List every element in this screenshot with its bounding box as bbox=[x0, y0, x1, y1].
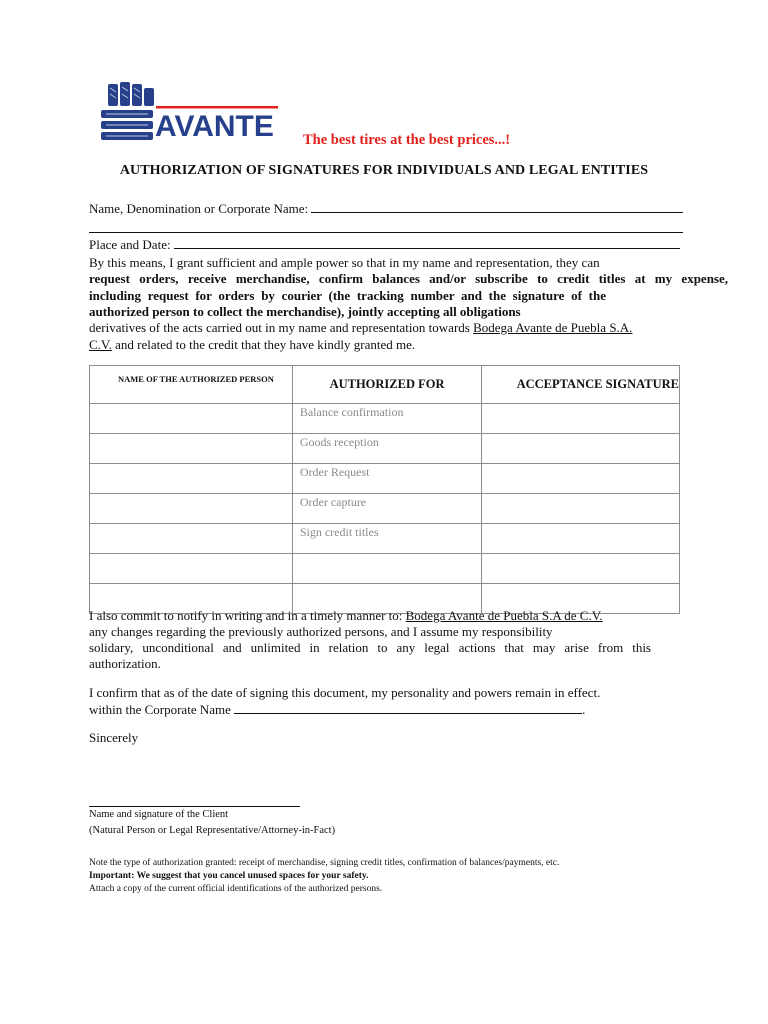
authorized-for-cell[interactable] bbox=[292, 524, 481, 554]
place-date-label: Place and Date: bbox=[89, 237, 171, 252]
signature-line[interactable] bbox=[89, 806, 300, 807]
authorized-for-text: Goods reception bbox=[299, 435, 379, 449]
authorized-person-cell[interactable] bbox=[90, 404, 293, 434]
authorized-for-text: Sign credit titles bbox=[299, 525, 379, 539]
authorized-for-cell[interactable] bbox=[292, 494, 481, 524]
table-row bbox=[90, 434, 680, 464]
col-header-authorized-person: NAME OF THE AUTHORIZED PERSON bbox=[90, 366, 293, 404]
name-field-label: Name, Denomination or Corporate Name: bbox=[89, 201, 309, 216]
grant-line-5-text: derivatives of the acts carried out in my name and representation towards bbox=[89, 320, 470, 335]
tagline: The best tires at the best prices...! bbox=[303, 132, 511, 148]
authorized-for-text: Balance confirmation bbox=[299, 405, 404, 419]
authorized-person-cell[interactable] bbox=[90, 554, 293, 584]
acceptance-signature-cell[interactable] bbox=[482, 524, 680, 554]
company-name-1: Bodega Avante de Puebla S.A. bbox=[473, 320, 633, 335]
place-date-blank[interactable] bbox=[174, 237, 680, 249]
document-title: AUTHORIZATION OF SIGNATURES FOR INDIVIDUALS AND LEGAL ENTITIES bbox=[119, 163, 649, 178]
authorized-person-cell[interactable] bbox=[90, 434, 293, 464]
acceptance-signature-cell[interactable] bbox=[482, 554, 680, 584]
commit-line-4: authorization. bbox=[89, 656, 161, 671]
acceptance-signature-cell[interactable] bbox=[482, 434, 680, 464]
authorized-for-cell[interactable] bbox=[292, 404, 481, 434]
important-note: Important: We suggest that you cancel unused spaces for your safety. bbox=[89, 871, 369, 881]
commit-line-3: solidary, unconditional and unlimited in relation to any legal actions that may arise from this bbox=[89, 640, 651, 655]
col-header-authorized-for: AUTHORIZED FOR bbox=[292, 366, 481, 404]
grant-line-5 bbox=[89, 320, 657, 336]
name-field-blank[interactable] bbox=[311, 201, 683, 213]
authorized-for-text bbox=[293, 584, 481, 585]
authorized-person-cell[interactable] bbox=[90, 524, 293, 554]
table-header-row bbox=[90, 366, 680, 404]
authorized-person-cell[interactable] bbox=[90, 494, 293, 524]
table-row bbox=[90, 554, 680, 584]
grant-line-2: request orders, receive merchandise, confirm balances and/or subscribe to credit titles at my expense, bbox=[89, 271, 728, 286]
authorized-for-cell[interactable] bbox=[292, 464, 481, 494]
note-text: Note the type of authorization granted: receipt of merchandise, signing credit titles, confirmation of balances/payments, etc. bbox=[89, 858, 560, 868]
authorized-for-text: Order capture bbox=[299, 495, 367, 509]
acceptance-signature-cell[interactable] bbox=[482, 404, 680, 434]
place-date-row bbox=[89, 237, 680, 253]
commit-line-2: any changes regarding the previously authorized persons, and I assume my responsibility bbox=[89, 624, 553, 639]
svg-text:AVANTE: AVANTE bbox=[155, 110, 274, 143]
authorized-for-cell[interactable] bbox=[292, 554, 481, 584]
corporate-name-blank[interactable] bbox=[234, 702, 582, 714]
company-name-2: Bodega Avante de Puebla S.A de C.V. bbox=[405, 608, 603, 623]
table-row bbox=[90, 404, 680, 434]
avante-logo bbox=[98, 80, 282, 144]
signature-sublabel: (Natural Person or Legal Representative/Attorney-in-Fact) bbox=[89, 825, 336, 836]
corporate-name-label: within the Corporate Name bbox=[89, 702, 231, 717]
table-row bbox=[90, 524, 680, 554]
name-field-blank-line2[interactable] bbox=[89, 232, 683, 233]
signature-label: Name and signature of the Client bbox=[89, 809, 229, 820]
authorized-for-text: Order Request bbox=[299, 465, 370, 479]
closing-text: Sincerely bbox=[89, 730, 139, 745]
confirm-line-2 bbox=[89, 702, 585, 718]
grant-line-6-text: and related to the credit that they have kindly granted me. bbox=[115, 337, 416, 352]
commit-line-1 bbox=[89, 608, 646, 624]
attach-note: Attach a copy of the current official identifications of the authorized persons. bbox=[89, 884, 383, 894]
grant-line-6 bbox=[89, 337, 415, 353]
confirm-line-1: I confirm that as of the date of signing this document, my personality and powers remain in effect. bbox=[89, 685, 601, 700]
grant-line-4: authorized person to collect the merchandise), jointly accepting all obligations bbox=[89, 304, 521, 319]
company-name-1-cont: C.V. bbox=[89, 337, 112, 352]
grant-line-3: including request for orders by courier (the tracking number and the signature of the bbox=[89, 288, 606, 303]
name-field-row bbox=[89, 201, 683, 217]
confirm-line-end: . bbox=[582, 702, 586, 717]
commit-line-1-text: I also commit to notify in writing and in a timely manner to: bbox=[89, 608, 403, 623]
authorized-person-cell[interactable] bbox=[90, 464, 293, 494]
col-header-acceptance-signature: ACCEPTANCE SIGNATURE bbox=[482, 366, 680, 404]
grant-line-1: By this means, I grant sufficient and ample power so that in my name and representation, they can bbox=[89, 255, 600, 270]
table-row bbox=[90, 464, 680, 494]
authorized-for-text bbox=[293, 554, 481, 555]
acceptance-signature-cell[interactable] bbox=[482, 464, 680, 494]
authorized-for-cell[interactable] bbox=[292, 434, 481, 464]
table-row bbox=[90, 494, 680, 524]
acceptance-signature-cell[interactable] bbox=[482, 494, 680, 524]
authorization-table bbox=[89, 365, 680, 614]
tire-logo-icon bbox=[98, 80, 282, 144]
